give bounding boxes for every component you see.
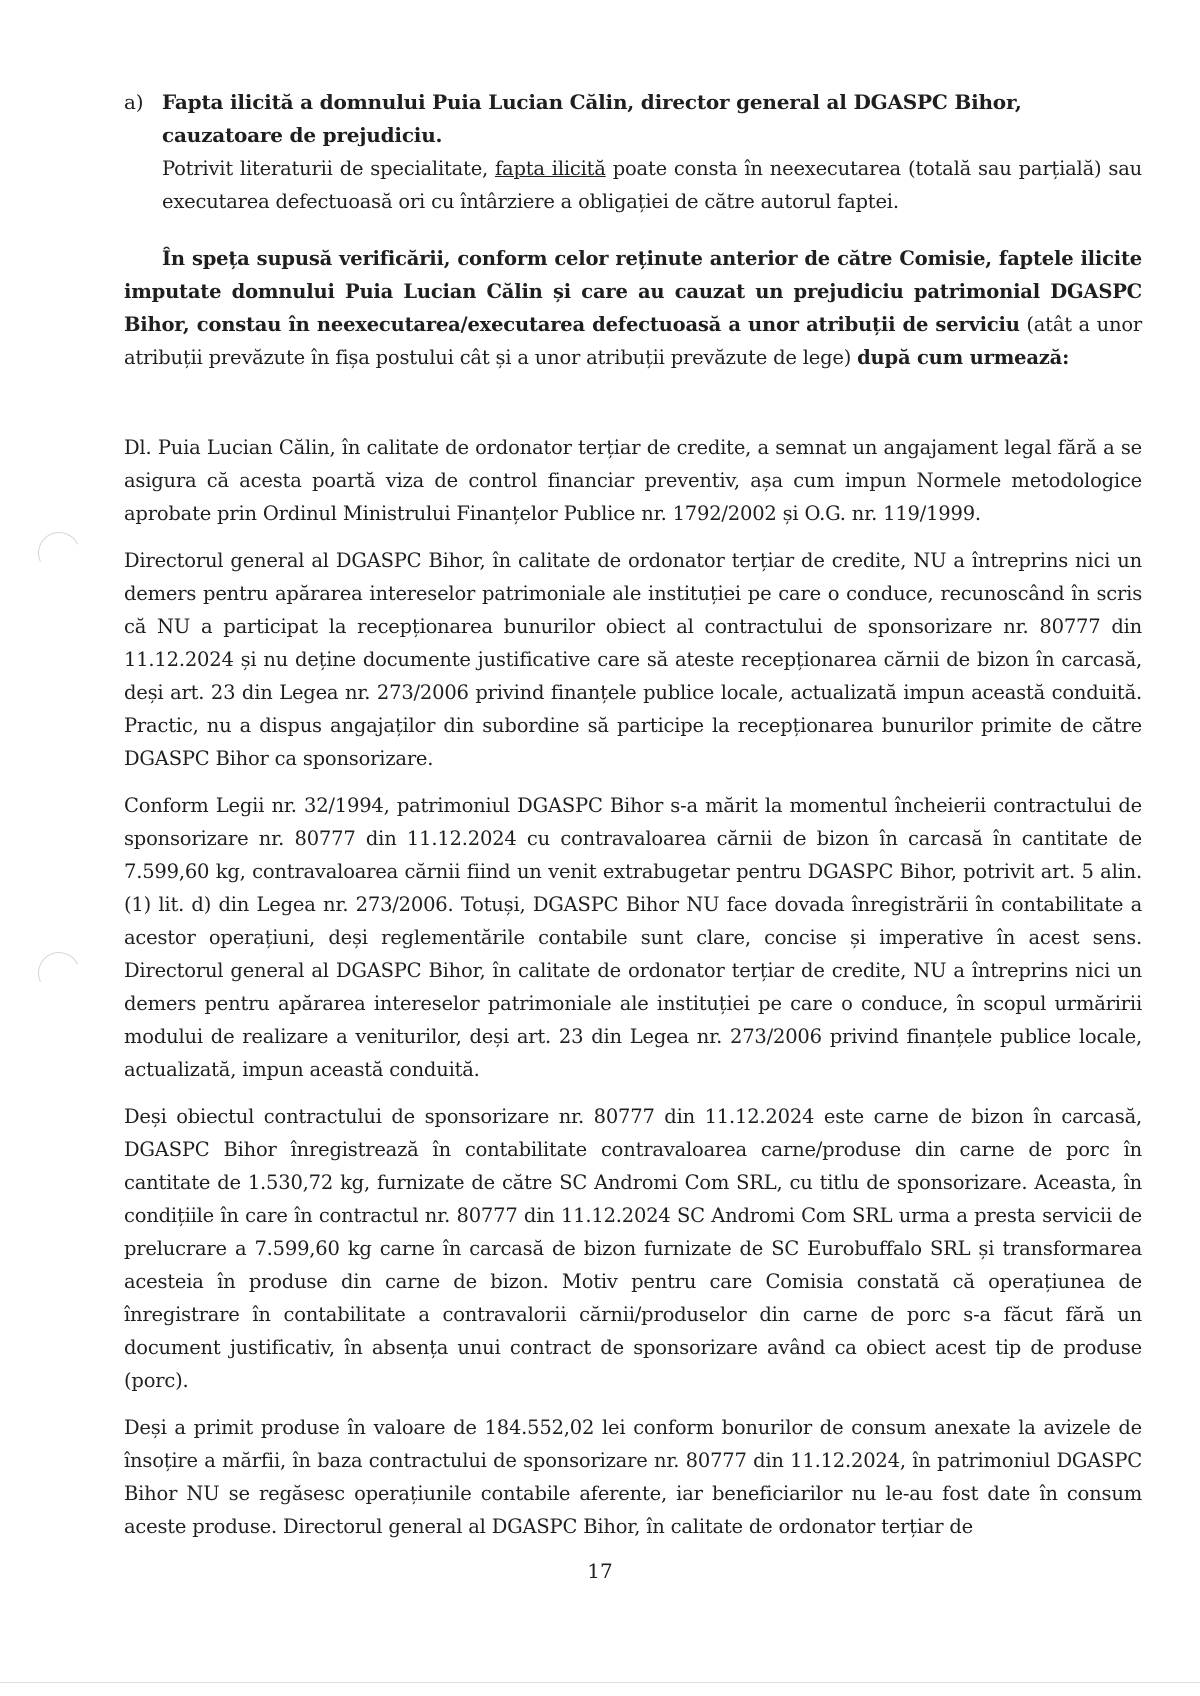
page-number: 17 [587, 1559, 613, 1583]
body-paragraph: Deși obiectul contractului de sponsorizare nr. 80777 din 11.12.2024 este carne de bizon în carcasă, DGASPC Bihor înregistrează în contabilitate contravaloarea carne/produse din carne de porc în cantitate de 1.530,72 kg, furnizate de către SC Andromi Com SRL, cu titlu de sponsorizare. Aceasta, în condițiile în care în contractul nr. 80777 din 11.12.2024 SC Andromi Com SRL urma a presta servicii de prelucrare a 7.599,60 kg carne în carcasă de bizon furnizate de SC Eurobuffalo SRL și transformarea acesteia în produse din carne de bizon. Motiv pentru care Comisia constată că operațiunea de înregistrare în contabilitate a contravalorii cărnii/produselor din carne de porc s-a făcut fără un document justificativ, în absența unui contract de sponsorizare având ca obiect acest tip de produse (porc). [124, 1105, 1142, 1392]
section-heading-text: Fapta ilicită a domnului Puia Lucian Călin, director general al DGASPC Bihor, cauzatoare de prejudiciu. [162, 90, 1022, 147]
intro-bold-text: În speța supusă verificării, conform celor reținute anterior de către Comisie, faptele ilicite imputate domnului Puia Lucian Călin și care au cauzat un prejudiciu patrimonial DGASPC Bihor, constau în neexecutarea/executarea defectuoasă a unor atribuții de serviciu [124, 247, 1142, 336]
page-content [124, 86, 1142, 1557]
intro-paragraph [124, 242, 1142, 374]
body-paragraph: Dl. Puia Lucian Călin, în calitate de ordonator terțiar de credite, a semnat un angajament legal fără a se asigura că acesta poartă viza de control financiar preventiv, așa cum impun Normele metodologice aprobate prin Ordinul Ministrului Finanțelor Publice nr. 1792/2002 și O.G. nr. 119/1999. [124, 436, 1142, 525]
punch-hole-mark [32, 946, 86, 1000]
intro-normal-text: (atât a unor atribuții prevăzute în fișa postului cât și a unor atribuții prevăzute de lege) [124, 313, 1142, 369]
list-marker: a) [124, 90, 144, 114]
section-heading [124, 86, 1142, 152]
definition-paragraph [162, 152, 1142, 218]
punch-hole-mark [32, 526, 86, 580]
definition-text-post: poate consta în neexecutarea (totală sau parțială) sau executarea defectuoasă ori cu întârziere a obligației de către autorul faptei. [162, 157, 1142, 213]
body-paragraph: Deși a primit produse în valoare de 184.552,02 lei conform bonurilor de consum anexate la avizele de însoțire a mărfii, în baza contractului de sponsorizare nr. 80777 din 11.12.2024, în patrimoniul DGASPC Bihor NU se regăsesc operațiunile contabile aferente, iar beneficiarilor nu le-au fost date în consum aceste produse. Directorul general al DGASPC Bihor, în calitate de ordonator terțiar de [124, 1416, 1142, 1538]
definition-text-pre: Potrivit literaturii de specialitate, [162, 157, 496, 180]
intro-bold-end: după cum urmează: [857, 346, 1070, 369]
section-spacer [124, 374, 1142, 431]
definition-underlined-term: fapta ilicită [495, 157, 606, 180]
scan-edge-line [0, 1682, 1200, 1683]
body-paragraph: Conform Legii nr. 32/1994, patrimoniul DGASPC Bihor s-a mărit la momentul încheierii contractului de sponsorizare nr. 80777 din 11.12.2024 cu contravaloarea cărnii de bizon în carcasă în cantitate de 7.599,60 kg, contravaloarea cărnii fiind un venit extrabugetar pentru DGASPC Bihor, potrivit art. 5 alin. (1) lit. d) din Legea nr. 273/2006. Totuși, DGASPC Bihor NU face dovada înregistrării în contabilitate a acestor operațiuni, deși reglementările contabile sunt clare, concise și imperative în acest sens. Directorul general al DGASPC Bihor, în calitate de ordonator terțiar de credite, NU a întreprins nici un demers pentru apărarea intereselor patrimoniale ale instituției pe care o conduce, în scopul urmăririi modului de realizare a veniturilor, deși art. 23 din Legea nr. 273/2006 privind finanțele publice locale, actualizată, impun această conduită. [124, 794, 1142, 1081]
body-paragraph: Directorul general al DGASPC Bihor, în calitate de ordonator terțiar de credite, NU a întreprins nici un demers pentru apărarea intereselor patrimoniale ale instituției pe care o conduce, recunoscând în scris că NU a participat la recepționarea bunurilor obiect al contractului de sponsorizare nr. 80777 din 11.12.2024 și nu deține documente justificative care să ateste recepționarea cărnii de bizon în carcasă, deși art. 23 din Legea nr. 273/2006 privind finanțele publice locale, actualizată impun această conduită. Practic, nu a dispus angajaților din subordine să participe la recepționarea bunurilor primite de către DGASPC Bihor ca sponsorizare. [124, 549, 1142, 770]
